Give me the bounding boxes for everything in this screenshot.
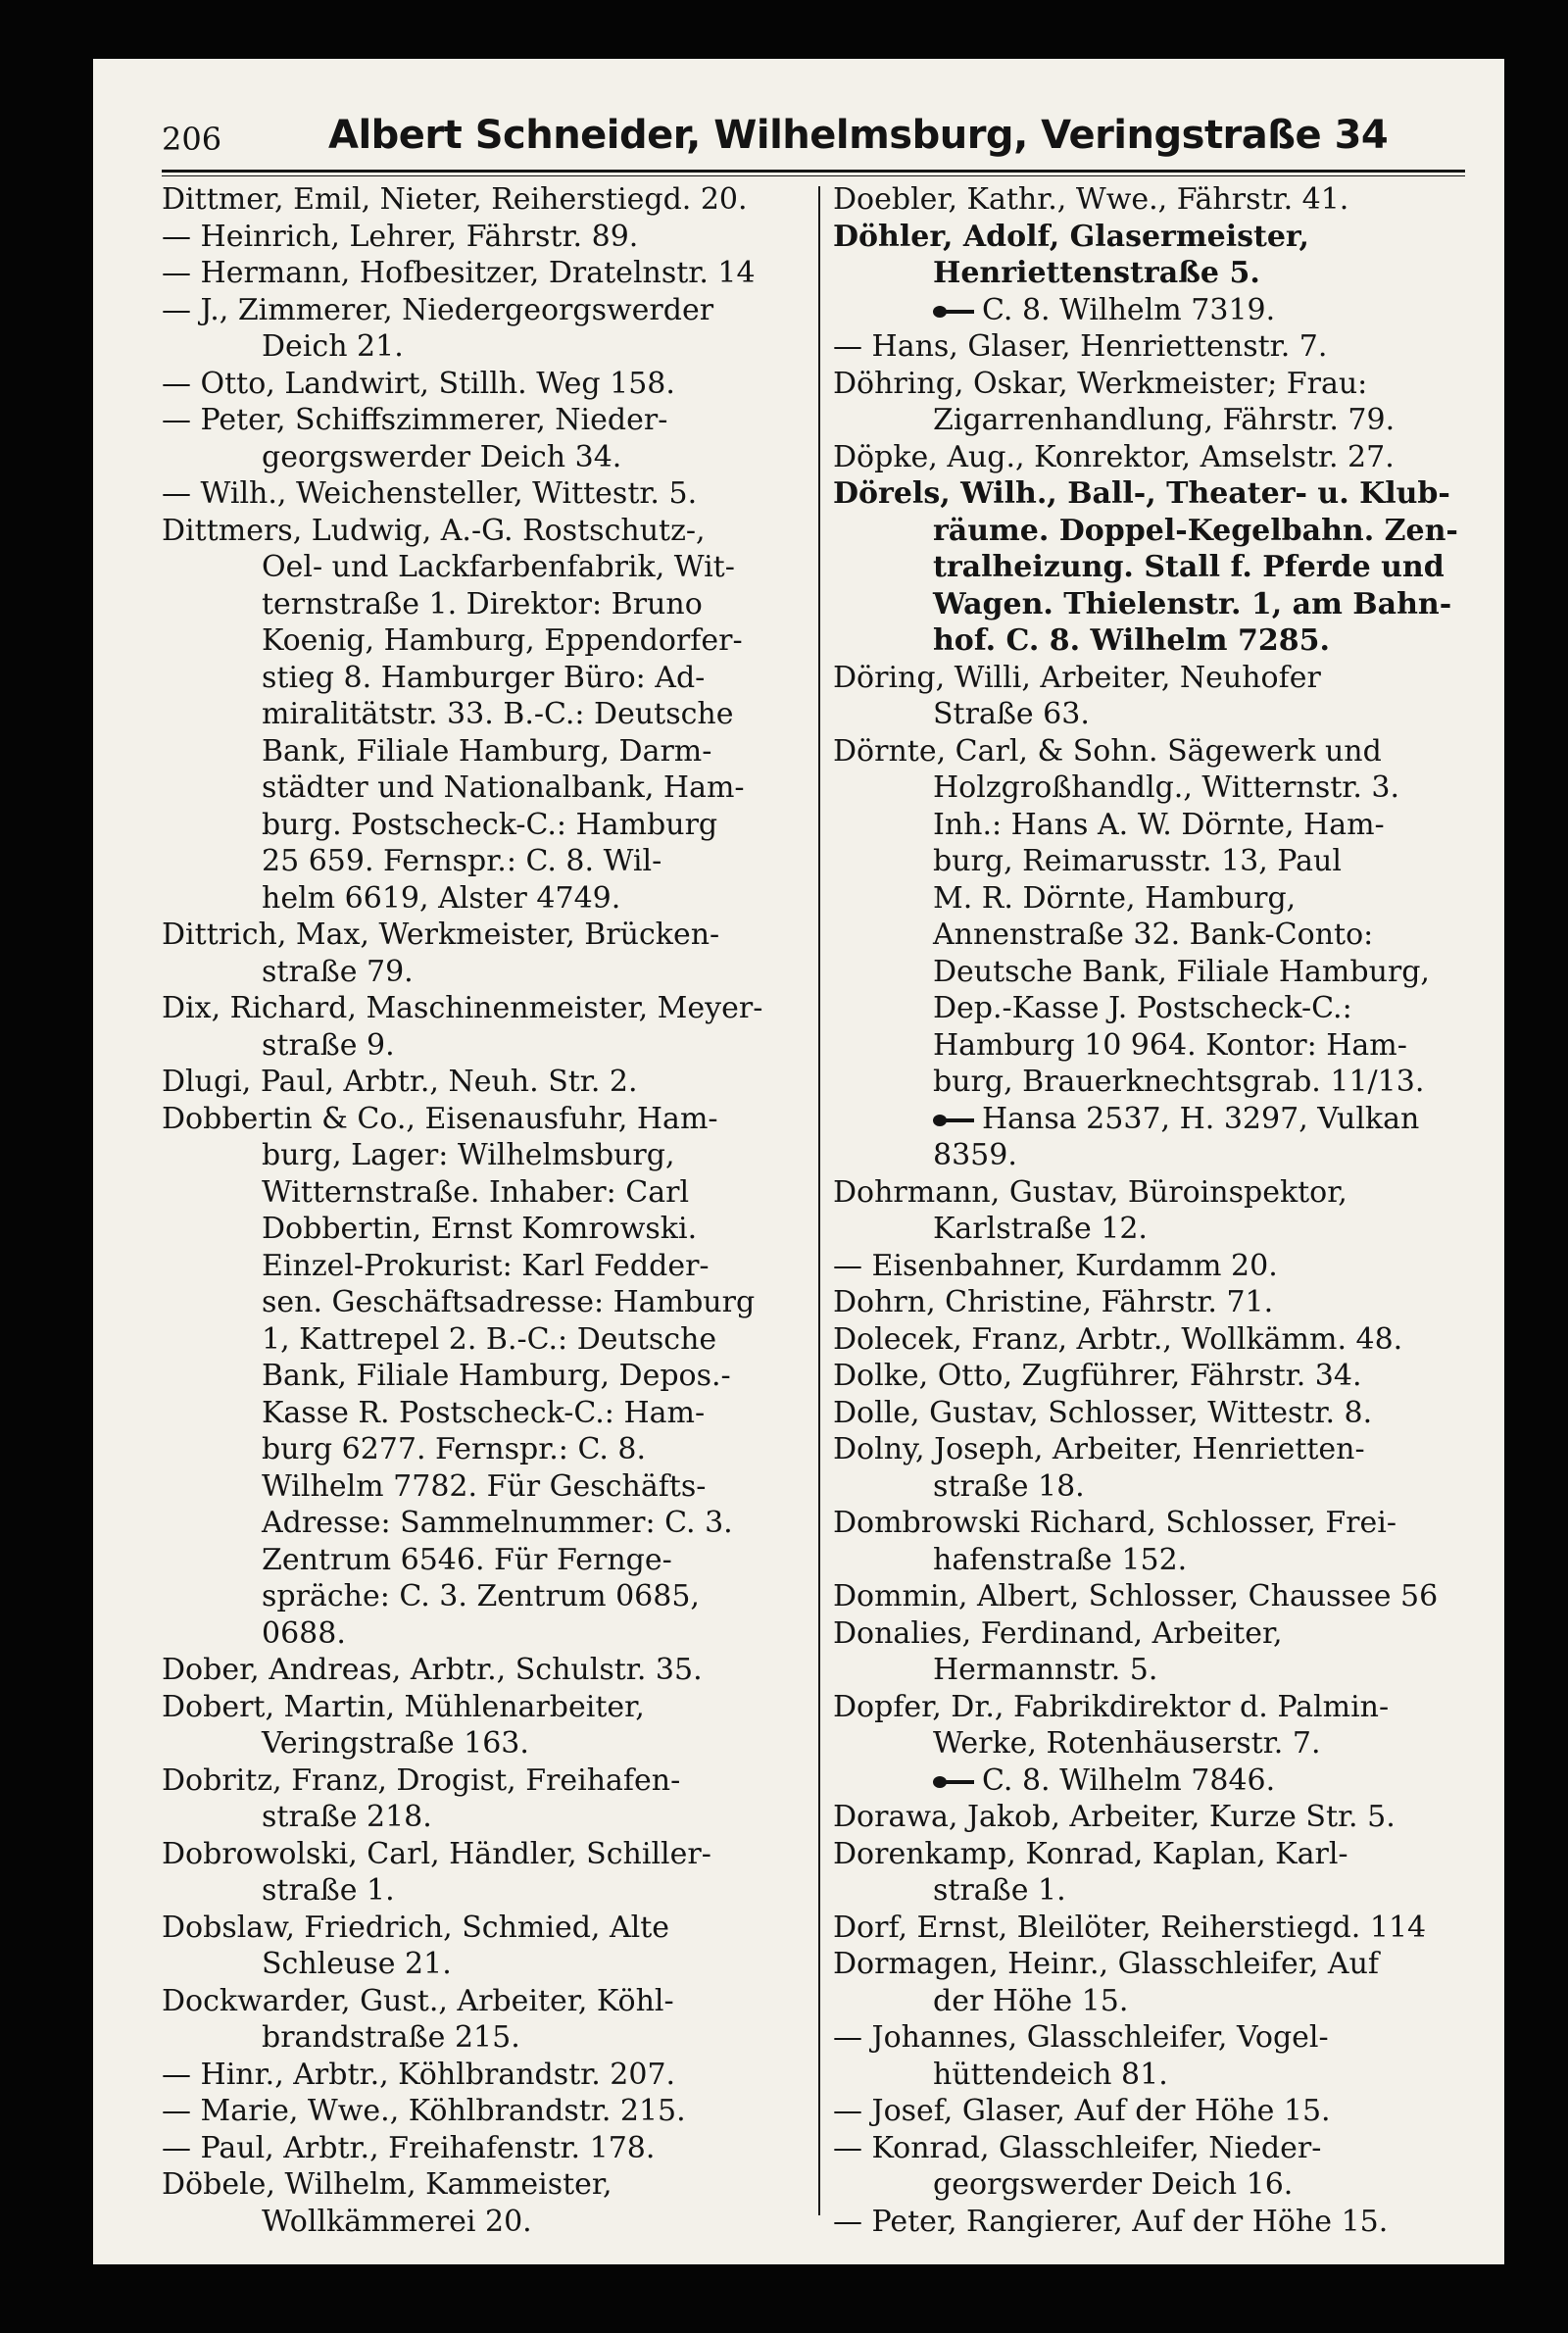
entry-text: Zentrum 6546. Für Fernge- xyxy=(262,1542,672,1577)
entry-text: Donalies, Ferdinand, Arbeiter, xyxy=(833,1615,1283,1651)
entry-line xyxy=(833,843,1465,880)
entry-line xyxy=(833,917,1465,954)
entry-line xyxy=(833,2204,1465,2241)
entry-text: Schleuse 21. xyxy=(262,1947,452,1981)
entry-text: Wagen. Thielenstr. 1, am Bahn- xyxy=(933,586,1452,621)
entry-line xyxy=(833,1211,1465,1248)
entry-line xyxy=(833,1137,1465,1174)
directory-entry xyxy=(162,1836,808,1910)
entry-text: Döpke, Aug., Konrektor, Amselstr. 27. xyxy=(833,439,1395,474)
entry-text: straße 1. xyxy=(933,1873,1066,1908)
entry-line xyxy=(833,1248,1465,1285)
entry-text: Straße 63. xyxy=(933,697,1090,731)
entry-line xyxy=(162,1983,808,2020)
directory-entry xyxy=(833,1321,1465,1359)
directory-entry xyxy=(833,1248,1465,1285)
entry-text: Dobrowolski, Carl, Händler, Schiller- xyxy=(162,1836,711,1871)
entry-line xyxy=(162,1799,808,1836)
directory-entry xyxy=(162,1064,808,1101)
entry-text: Dolny, Joseph, Arbeiter, Henrietten- xyxy=(833,1432,1365,1466)
entry-line xyxy=(162,1358,808,1395)
entry-line xyxy=(162,1872,808,1910)
entry-line xyxy=(833,1762,1465,1800)
entry-text: städter und Nationalbank, Ham- xyxy=(262,770,745,805)
entry-text: Dörnte, Carl, & Sohn. Sägewerk und xyxy=(833,733,1382,769)
entry-line xyxy=(833,1910,1465,1947)
entry-line xyxy=(162,328,808,366)
entry-text: 0688. xyxy=(262,1615,346,1651)
entry-text: ternstraße 1. Direktor: Bruno xyxy=(262,586,703,621)
entry-text: Hermannstr. 5. xyxy=(933,1653,1158,1687)
entry-line xyxy=(833,660,1465,697)
left-column xyxy=(162,181,808,2240)
entry-text: Oel- und Lackfarbenfabrik, Wit- xyxy=(262,550,735,584)
entry-line xyxy=(833,807,1465,844)
entry-text: Dörels, Wilh., Ball-, Theater- u. Klub- xyxy=(833,476,1450,511)
entry-line xyxy=(162,1101,808,1138)
entry-text: Karlstraße 12. xyxy=(933,1212,1148,1246)
entry-text: — Eisenbahner, Kurdamm 20. xyxy=(833,1248,1278,1283)
directory-entry xyxy=(833,1395,1465,1432)
entry-line xyxy=(833,1799,1465,1836)
entry-text: helm 6619, Alster 4749. xyxy=(262,880,621,916)
entry-text: — Hinr., Arbtr., Köhlbrandstr. 207. xyxy=(162,2057,676,2092)
entry-line xyxy=(162,769,808,807)
entry-text: straße 1. xyxy=(262,1873,395,1908)
entry-line xyxy=(833,696,1465,733)
entry-text: Bank, Filiale Hamburg, Depos.- xyxy=(262,1359,731,1393)
entry-line xyxy=(162,255,808,292)
entry-line xyxy=(162,1578,808,1615)
entry-line xyxy=(162,917,808,954)
entry-line xyxy=(162,622,808,660)
entry-line xyxy=(833,219,1465,256)
directory-entry xyxy=(162,255,808,292)
entry-text: C. 8. Wilhelm 7846. xyxy=(982,1762,1276,1798)
entry-text: Henriettenstraße 5. xyxy=(933,256,1260,290)
directory-entry xyxy=(833,181,1465,219)
entry-line xyxy=(833,1946,1465,1983)
entry-text: Dobbertin, Ernst Komrowski. xyxy=(262,1212,698,1246)
entry-text: Döring, Willi, Arbeiter, Neuhofer xyxy=(833,660,1321,695)
entry-text: tralheizung. Stall f. Pferde und xyxy=(933,550,1445,584)
entry-text: Kasse R. Postscheck-C.: Ham- xyxy=(262,1395,706,1430)
entry-text: Veringstraße 163. xyxy=(262,1726,529,1761)
entry-line xyxy=(833,1321,1465,1359)
entry-line xyxy=(833,1358,1465,1395)
entry-text: Dober, Andreas, Arbtr., Schulstr. 35. xyxy=(162,1653,703,1687)
entry-line xyxy=(833,1505,1465,1542)
entry-line xyxy=(162,696,808,733)
entry-line xyxy=(833,1101,1465,1138)
entry-text: hof. C. 8. Wilhelm 7285. xyxy=(933,623,1330,658)
entry-line xyxy=(833,513,1465,550)
entry-text: Dorenkamp, Konrad, Kaplan, Karl- xyxy=(833,1836,1348,1871)
entry-text: Hansa 2537, H. 3297, Vulkan xyxy=(982,1101,1420,1136)
directory-entry xyxy=(162,2093,808,2130)
entry-text: Dormagen, Heinr., Glasschleifer, Auf xyxy=(833,1947,1379,1981)
entry-text: — Otto, Landwirt, Stillh. Weg 158. xyxy=(162,366,675,401)
directory-entry xyxy=(162,1983,808,2057)
entry-text: — Josef, Glaser, Auf der Höhe 15. xyxy=(833,2094,1331,2128)
entry-line xyxy=(162,2130,808,2167)
entry-line xyxy=(833,1872,1465,1910)
entry-line xyxy=(833,990,1465,1027)
entry-line xyxy=(833,2130,1465,2167)
directory-entry xyxy=(162,181,808,219)
entry-line xyxy=(162,513,808,550)
entry-line xyxy=(162,402,808,439)
entry-line xyxy=(833,1468,1465,1506)
entry-line xyxy=(833,255,1465,292)
running-head: Albert Schneider, Wilhelmsburg, Veringstraße 34 xyxy=(328,113,1389,158)
entry-text: Döbele, Wilhelm, Kammeister, xyxy=(162,2167,612,2202)
entry-text: Dlugi, Paul, Arbtr., Neuh. Str. 2. xyxy=(162,1065,638,1099)
entry-text: Dohrn, Christine, Fährstr. 71. xyxy=(833,1285,1274,1319)
entry-text: — Marie, Wwe., Köhlbrandstr. 215. xyxy=(162,2094,686,2128)
entry-text: Dorf, Ernst, Bleilöter, Reiherstiegd. 114 xyxy=(833,1910,1427,1945)
entry-line xyxy=(833,181,1465,219)
entry-line xyxy=(162,439,808,476)
entry-line xyxy=(162,2019,808,2057)
entry-line xyxy=(833,1542,1465,1579)
entry-line xyxy=(833,1064,1465,1101)
directory-entry xyxy=(833,1910,1465,1947)
directory-entry xyxy=(833,475,1465,660)
entry-line xyxy=(162,2057,808,2094)
entry-line xyxy=(833,880,1465,918)
header-rule xyxy=(162,170,1465,173)
entry-text: hüttendeich 81. xyxy=(933,2057,1168,2092)
entry-line xyxy=(162,1137,808,1174)
directory-entry xyxy=(162,2057,808,2094)
entry-line xyxy=(833,366,1465,403)
directory-entry xyxy=(833,2093,1465,2130)
directory-entry xyxy=(833,1689,1465,1800)
entry-line xyxy=(162,1652,808,1689)
directory-entry xyxy=(162,402,808,475)
entry-line xyxy=(833,1174,1465,1212)
entry-line xyxy=(162,2166,808,2204)
entry-line xyxy=(162,1174,808,1212)
entry-text: Dommin, Albert, Schlosser, Chaussee 56 xyxy=(833,1579,1439,1613)
entry-line xyxy=(833,475,1465,513)
directory-entry xyxy=(833,1946,1465,2019)
entry-text: spräche: C. 3. Zentrum 0685, xyxy=(262,1579,700,1613)
directory-entry xyxy=(833,366,1465,439)
entry-line xyxy=(833,328,1465,366)
entry-text: Inh.: Hans A. W. Dörnte, Ham- xyxy=(933,807,1385,842)
entry-line xyxy=(162,586,808,623)
entry-line xyxy=(833,2166,1465,2204)
entry-line xyxy=(833,1725,1465,1762)
entry-line xyxy=(833,769,1465,807)
entry-text: Deich 21. xyxy=(262,329,404,364)
directory-entry xyxy=(162,366,808,403)
entry-text: georgswerder Deich 16. xyxy=(933,2167,1294,2202)
entry-line xyxy=(162,1946,808,1983)
entry-text: straße 9. xyxy=(262,1027,395,1063)
entry-line xyxy=(162,1211,808,1248)
entry-line xyxy=(162,880,808,918)
entry-line xyxy=(162,1064,808,1101)
entry-text: straße 79. xyxy=(262,954,414,989)
entry-text: M. R. Dörnte, Hamburg, xyxy=(933,880,1297,916)
entry-text: Dittrich, Max, Werkmeister, Brücken- xyxy=(162,918,720,952)
entry-text: georgswerder Deich 34. xyxy=(262,439,622,474)
entry-line xyxy=(833,1395,1465,1432)
entry-line xyxy=(162,181,808,219)
entry-line xyxy=(833,1431,1465,1468)
entry-line xyxy=(833,1983,1465,2020)
entry-text: Koenig, Hamburg, Eppendorfer- xyxy=(262,623,743,658)
header-rule-thin xyxy=(162,175,1465,176)
entry-line xyxy=(833,1836,1465,1873)
entry-line xyxy=(162,1725,808,1762)
entry-line xyxy=(833,439,1465,476)
entry-text: Dombrowski Richard, Schlosser, Frei- xyxy=(833,1506,1396,1540)
entry-text: Dohrmann, Gustav, Büroinspektor, xyxy=(833,1174,1348,1210)
entry-text: miralitätstr. 33. B.-C.: Deutsche xyxy=(262,697,734,731)
entry-text: 25 659. Fernspr.: C. 8. Wil- xyxy=(262,844,662,878)
directory-entry xyxy=(833,292,1465,329)
entry-text: Wollkämmerei 20. xyxy=(262,2204,532,2239)
entry-text: Dolle, Gustav, Schlosser, Wittestr. 8. xyxy=(833,1395,1373,1430)
entry-text: Dobert, Martin, Mühlenarbeiter, xyxy=(162,1689,645,1724)
entry-text: Dittmers, Ludwig, A.-G. Rostschutz-, xyxy=(162,513,706,548)
entry-line xyxy=(162,1248,808,1285)
directory-entry xyxy=(833,1284,1465,1321)
directory-entry xyxy=(833,1174,1465,1248)
entry-line xyxy=(162,990,808,1027)
entry-line xyxy=(833,1284,1465,1321)
entry-text: Dolecek, Franz, Arbtr., Wollkämm. 48. xyxy=(833,1321,1403,1357)
entry-text: burg, Lager: Wilhelmsburg, xyxy=(262,1138,675,1172)
directory-entry xyxy=(162,1762,808,1836)
entry-text: straße 18. xyxy=(933,1468,1085,1504)
directory-entry xyxy=(162,1689,808,1762)
entry-line xyxy=(162,1689,808,1726)
directory-entry xyxy=(162,1101,808,1653)
entry-line xyxy=(833,2019,1465,2057)
entry-line xyxy=(833,2093,1465,2130)
entry-text: Dopfer, Dr., Fabrikdirektor d. Palmin- xyxy=(833,1689,1390,1724)
entry-line xyxy=(162,1431,808,1468)
entry-line xyxy=(833,402,1465,439)
directory-entry xyxy=(833,660,1465,733)
entry-line xyxy=(833,1652,1465,1689)
telephone-icon xyxy=(933,305,976,319)
entry-text: — Peter, Schiffszimmerer, Nieder- xyxy=(162,403,668,437)
entry-line xyxy=(162,2204,808,2241)
entry-text: 8359. xyxy=(933,1138,1017,1172)
column-divider xyxy=(818,186,820,2215)
entry-line xyxy=(162,1505,808,1542)
entry-text: straße 218. xyxy=(262,1800,432,1834)
entry-text: Döhring, Oskar, Werkmeister; Frau: xyxy=(833,366,1368,401)
entry-text: Dockwarder, Gust., Arbeiter, Köhl- xyxy=(162,1983,674,2018)
entry-line xyxy=(162,1468,808,1506)
entry-text: Bank, Filiale Hamburg, Darm- xyxy=(262,733,712,769)
entry-text: Dorawa, Jakob, Arbeiter, Kurze Str. 5. xyxy=(833,1800,1396,1834)
entry-text: Dix, Richard, Maschinenmeister, Meyer- xyxy=(162,991,763,1025)
entry-line xyxy=(162,1762,808,1800)
entry-text: Zigarrenhandlung, Fährstr. 79. xyxy=(933,403,1396,437)
entry-line xyxy=(833,1578,1465,1615)
entry-text: Doebler, Kathr., Wwe., Fährstr. 41. xyxy=(833,182,1349,217)
directory-entry xyxy=(833,1799,1465,1836)
entry-text: brandstraße 215. xyxy=(262,2020,520,2055)
entry-line xyxy=(833,733,1465,770)
entry-line xyxy=(833,954,1465,991)
entry-text: Witternstraße. Inhaber: Carl xyxy=(262,1174,690,1210)
directory-entry xyxy=(833,219,1465,292)
directory-entry xyxy=(833,2130,1465,2204)
directory-entry xyxy=(833,1358,1465,1395)
entry-text: — Johannes, Glasschleifer, Vogel- xyxy=(833,2020,1329,2055)
directory-entry xyxy=(162,219,808,256)
entry-line xyxy=(162,807,808,844)
entry-text: Hamburg 10 964. Kontor: Ham- xyxy=(933,1027,1407,1063)
directory-entry xyxy=(162,292,808,366)
entry-text: — Paul, Arbtr., Freihafenstr. 178. xyxy=(162,2130,656,2165)
entry-line xyxy=(162,1321,808,1359)
entry-text: Dobbertin & Co., Eisenausfuhr, Ham- xyxy=(162,1101,718,1136)
entry-text: — Heinrich, Lehrer, Fährstr. 89. xyxy=(162,219,639,254)
entry-text: Dep.-Kasse J. Postscheck-C.: xyxy=(933,991,1352,1025)
directory-entry xyxy=(162,2166,808,2240)
entry-text: räume. Doppel-Kegelbahn. Zen- xyxy=(933,513,1458,548)
entry-text: Wilhelm 7782. Für Geschäfts- xyxy=(262,1468,707,1504)
entry-line xyxy=(162,219,808,256)
entry-line xyxy=(162,1836,808,1873)
entry-text: Dolke, Otto, Zugführer, Fährstr. 34. xyxy=(833,1359,1362,1393)
entry-text: Döhler, Adolf, Glasermeister, xyxy=(833,219,1309,254)
entry-line xyxy=(162,660,808,697)
entry-text: burg 6277. Fernspr.: C. 8. xyxy=(262,1432,647,1466)
entry-text: sen. Geschäftsadresse: Hamburg xyxy=(262,1285,756,1319)
entry-line xyxy=(162,1910,808,1947)
directory-entry xyxy=(833,2204,1465,2241)
entry-text: Einzel-Prokurist: Karl Fedder- xyxy=(262,1248,710,1283)
directory-entry xyxy=(833,328,1465,366)
entry-line xyxy=(833,2057,1465,2094)
entry-text: — Peter, Rangierer, Auf der Höhe 15. xyxy=(833,2204,1389,2239)
entry-text: hafenstraße 152. xyxy=(933,1542,1188,1577)
entry-text: burg, Reimarusstr. 13, Paul xyxy=(933,844,1342,878)
entry-text: Holzgroßhandlg., Witternstr. 3. xyxy=(933,770,1400,805)
directory-entry xyxy=(162,1652,808,1689)
entry-text: — Konrad, Glasschleifer, Nieder- xyxy=(833,2130,1322,2165)
directory-entry xyxy=(833,1505,1465,1578)
entry-text: der Höhe 15. xyxy=(933,1983,1129,2018)
entry-text: burg. Postscheck-C.: Hamburg xyxy=(262,807,718,842)
directory-entry xyxy=(162,917,808,990)
entry-line xyxy=(162,1395,808,1432)
entry-line xyxy=(833,1689,1465,1726)
directory-entry xyxy=(162,1910,808,1983)
directory-entry xyxy=(162,2130,808,2167)
entry-line xyxy=(162,366,808,403)
right-column xyxy=(833,181,1465,2240)
directory-page xyxy=(93,59,1504,2264)
page-number: 206 xyxy=(162,121,222,158)
entry-text: Dobritz, Franz, Drogist, Freihafen- xyxy=(162,1762,681,1798)
entry-line xyxy=(162,1284,808,1321)
directory-entry xyxy=(833,1836,1465,1910)
entry-line xyxy=(162,292,808,329)
entry-line xyxy=(162,954,808,991)
entry-line xyxy=(162,1027,808,1065)
directory-entry xyxy=(162,475,808,513)
directory-entry xyxy=(833,1431,1465,1505)
telephone-icon xyxy=(933,1114,976,1127)
entry-text: Adresse: Sammelnummer: C. 3. xyxy=(262,1506,733,1540)
directory-entry xyxy=(833,439,1465,476)
entry-text: Werke, Rotenhäuserstr. 7. xyxy=(933,1726,1321,1761)
entry-text: burg, Brauerknechtsgrab. 11/13. xyxy=(933,1065,1425,1099)
directory-entry xyxy=(833,733,1465,1174)
directory-entry xyxy=(162,513,808,918)
entry-text: Deutsche Bank, Filiale Hamburg, xyxy=(933,954,1430,989)
entry-line xyxy=(833,549,1465,586)
entry-line xyxy=(833,1615,1465,1653)
entry-line xyxy=(833,586,1465,623)
entry-text: — Hans, Glaser, Henriettenstr. 7. xyxy=(833,329,1328,364)
entry-text: C. 8. Wilhelm 7319. xyxy=(982,292,1276,327)
entry-line xyxy=(162,1542,808,1579)
entry-line xyxy=(162,733,808,770)
entry-text: Annenstraße 32. Bank-Conto: xyxy=(933,918,1374,952)
directory-entry xyxy=(833,2019,1465,2093)
entry-line xyxy=(162,475,808,513)
entry-line xyxy=(833,292,1465,329)
entry-text: Dobslaw, Friedrich, Schmied, Alte xyxy=(162,1910,670,1945)
directory-entry xyxy=(162,990,808,1064)
entry-line xyxy=(162,2093,808,2130)
entry-line xyxy=(833,1027,1465,1065)
directory-entry xyxy=(833,1615,1465,1689)
entry-text: Dittmer, Emil, Nieter, Reiherstiegd. 20. xyxy=(162,182,748,217)
entry-line xyxy=(162,1615,808,1653)
directory-entry xyxy=(833,1578,1465,1615)
entry-line xyxy=(162,549,808,586)
entry-text: — J., Zimmerer, Niedergeorgswerder xyxy=(162,292,714,327)
entry-text: 1, Kattrepel 2. B.-C.: Deutsche xyxy=(262,1321,717,1357)
entry-text: — Wilh., Weichensteller, Wittestr. 5. xyxy=(162,476,698,511)
entry-text: stieg 8. Hamburger Büro: Ad- xyxy=(262,660,706,695)
entry-line xyxy=(833,622,1465,660)
telephone-icon xyxy=(933,1775,976,1789)
entry-text: — Hermann, Hofbesitzer, Dratelnstr. 14 xyxy=(162,256,756,290)
entry-line xyxy=(162,843,808,880)
